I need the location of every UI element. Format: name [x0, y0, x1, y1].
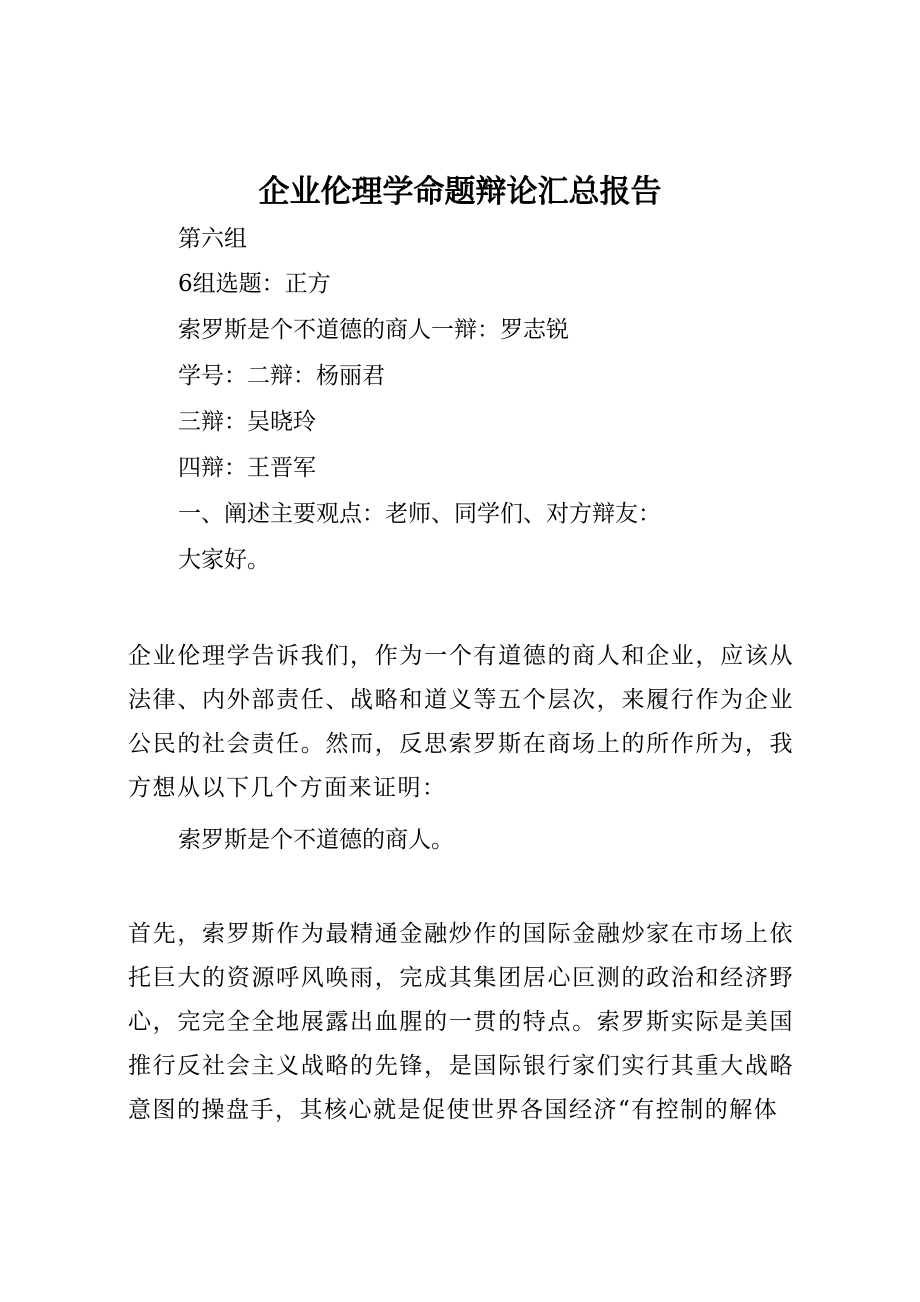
third-debater-line: 三辩：吴晓玲	[178, 409, 316, 435]
document-title: 企业伦理学命题辩论汇总报告	[258, 174, 662, 210]
section-heading-main-points: 一、阐述主要观点：老师、同学们、对方辩友：	[178, 501, 661, 527]
second-debater-line: 学号：二辩：杨丽君	[178, 363, 385, 389]
group-label: 第六组	[178, 226, 247, 252]
body-paragraph-1: 企业伦理学告诉我们，作为一个有道德的商人和企业，应该从法律、内外部责任、战略和道义等五个层次，来履行作为企业公民的社会责任。然而，反思索罗斯在商场上的所作所为，我方想从以下几个方面来证明：	[128, 643, 794, 801]
fourth-debater-line: 四辩：王晋军	[178, 455, 316, 481]
greeting-line: 大家好。	[178, 547, 270, 573]
first-debater-line: 索罗斯是个不道德的商人一辩：罗志锐	[178, 317, 569, 343]
topic-line: 6组选题：正方	[178, 271, 331, 297]
body-paragraph-2: 首先，索罗斯作为最精通金融炒作的国际金融炒家在市场上依托巨大的资源呼风唤雨，完成其集团居心叵测的政治和经济野心，完完全全地展露出血腥的一贯的特点。索罗斯实际是美国推行反社会主义战略的先锋，是国际银行家们实行其重大战略意图的操盘手，其核心就是促使世界各国经济“有控制的解体	[128, 921, 794, 1123]
body-paragraph-1-conclusion: 索罗斯是个不道德的商人。	[178, 827, 454, 853]
